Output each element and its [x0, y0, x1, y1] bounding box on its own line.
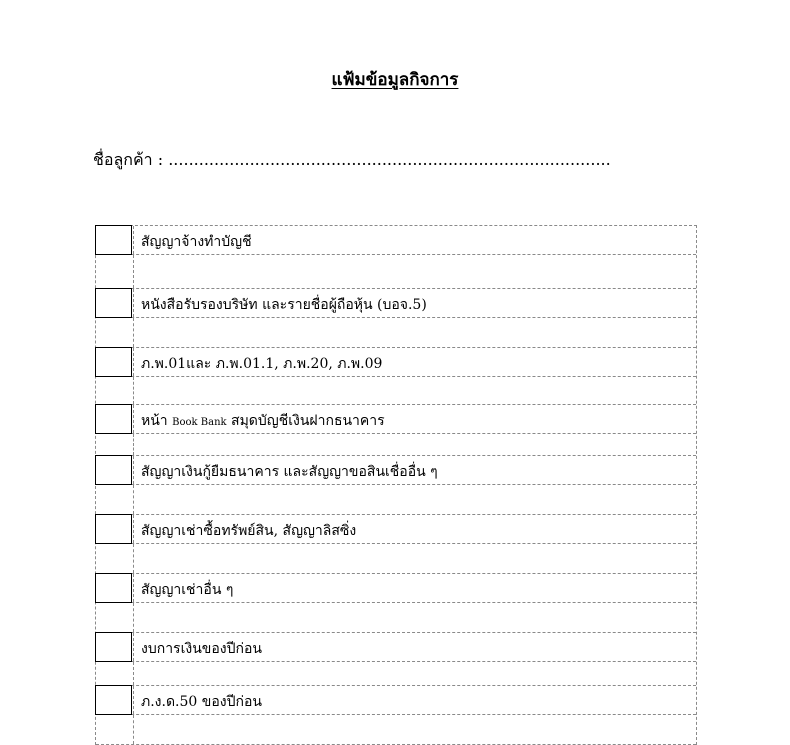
- page-title: แฟ้มข้อมูลกิจการ: [331, 70, 459, 90]
- row-spacer: [96, 544, 696, 574]
- checkbox[interactable]: [95, 455, 132, 485]
- checkbox[interactable]: [95, 225, 132, 255]
- checklist-item-label: หนังสือรับรองบริษัท และรายชื่อผู้ถือหุ้น (บอจ.5): [141, 297, 427, 313]
- checkbox[interactable]: [95, 288, 132, 318]
- checklist-item: [96, 456, 696, 485]
- checklist-item: [96, 633, 696, 662]
- checklist-item-label: หน้า Book Bank สมุดบัญชีเงินฝากธนาคาร: [141, 413, 385, 429]
- checkbox[interactable]: [95, 632, 132, 662]
- checklist-item: [96, 515, 696, 544]
- checklist-item: [96, 405, 696, 434]
- row-spacer: [96, 662, 696, 686]
- row-spacer: [96, 318, 696, 348]
- checklist-item: [96, 226, 696, 255]
- checklist-item: [96, 348, 696, 377]
- checkbox[interactable]: [95, 347, 132, 377]
- checklist-item-label: งบการเงินของปีก่อน: [141, 641, 262, 657]
- checkbox[interactable]: [95, 685, 132, 715]
- customer-name-label: ชื่อลูกค้า :: [93, 150, 164, 169]
- checklist-item-label: สัญญาเช่าซื้อทรัพย์สิน, สัญญาลิสซิ่ง: [141, 523, 357, 539]
- row-spacer: [96, 715, 696, 745]
- checklist-item-label: สัญญาเงินกู้ยืมธนาคาร และสัญญาขอสินเชื่ออื่น ๆ: [141, 464, 438, 480]
- row-spacer: [96, 434, 696, 456]
- row-spacer: [96, 485, 696, 515]
- row-spacer: [96, 603, 696, 633]
- checklist-item-label: ภ.ง.ด.50 ของปีก่อน: [141, 694, 262, 710]
- checkbox[interactable]: [95, 514, 132, 544]
- checklist-item: [96, 686, 696, 715]
- checklist-item-label: สัญญาเช่าอื่น ๆ: [141, 582, 234, 598]
- checklist-item-label: ภ.พ.01และ ภ.พ.01.1, ภ.พ.20, ภ.พ.09: [141, 356, 383, 372]
- customer-name-field: [93, 148, 611, 173]
- checklist-item-label: สัญญาจ้างทำบัญชี: [141, 234, 252, 250]
- row-spacer: [96, 377, 696, 405]
- document-checklist: [95, 225, 697, 745]
- checkbox[interactable]: [95, 573, 132, 603]
- checklist-item: [96, 289, 696, 318]
- row-spacer: [96, 255, 696, 289]
- checkbox[interactable]: [95, 404, 132, 434]
- checklist-item: [96, 574, 696, 603]
- customer-name-blank: .......................................................................................: [168, 150, 611, 169]
